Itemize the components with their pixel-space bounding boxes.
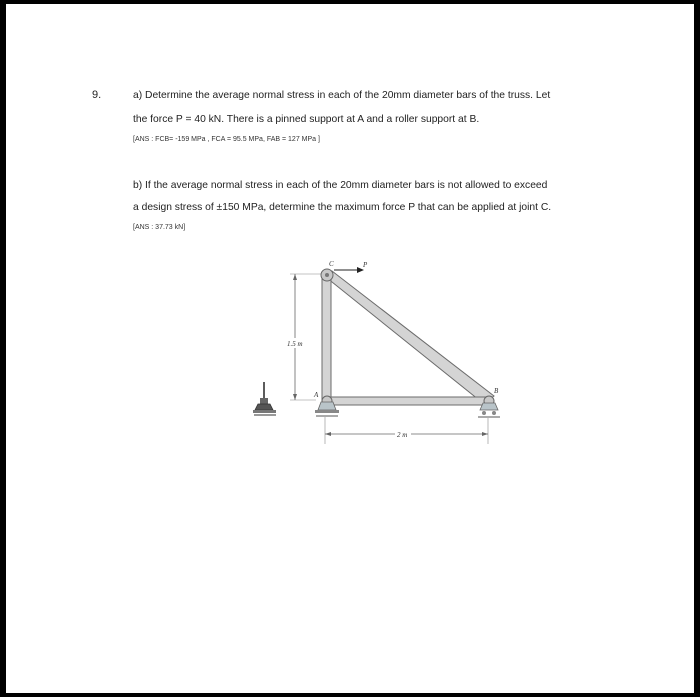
member-ab	[326, 397, 490, 405]
part-b-line-1: b) If the average normal stress in each of the 20mm diameter bars is not allowed to exceed	[133, 180, 548, 191]
width-dim-label: 2 m	[397, 431, 408, 439]
part-a-line-1: a) Determine the average normal stress in each of the 20mm diameter bars of the truss. Let	[133, 90, 551, 101]
part-a-line-2: the force P = 40 kN. There is a pinned support at A and a roller support at B.	[133, 114, 480, 125]
width-dimension	[325, 416, 488, 444]
member-ca	[322, 276, 331, 402]
part-a-answer: [ANS : FCB= -159 MPa , FCA = 95.5 MPa, FAB = 127 MPa ]	[133, 136, 320, 143]
part-b-line-2: a design stress of ±150 MPa, determine the maximum force P that can be applied at joint C.	[133, 202, 552, 213]
joint-c-label: C	[329, 260, 334, 268]
force-p-label: P	[363, 261, 368, 269]
support-b-label: B	[494, 387, 499, 395]
force-p-arrow	[334, 261, 368, 273]
support-a-label: A	[314, 391, 319, 399]
part-b-answer: [ANS : 37.73 kN]	[133, 224, 186, 231]
height-dimension	[286, 274, 326, 400]
support-detail-sketch	[253, 382, 276, 415]
height-dim-label: 1.5 m	[287, 340, 303, 348]
truss-figure	[6, 4, 694, 693]
document-page	[6, 4, 694, 693]
member-cb	[322, 271, 494, 404]
question-number: 9.	[92, 89, 102, 101]
